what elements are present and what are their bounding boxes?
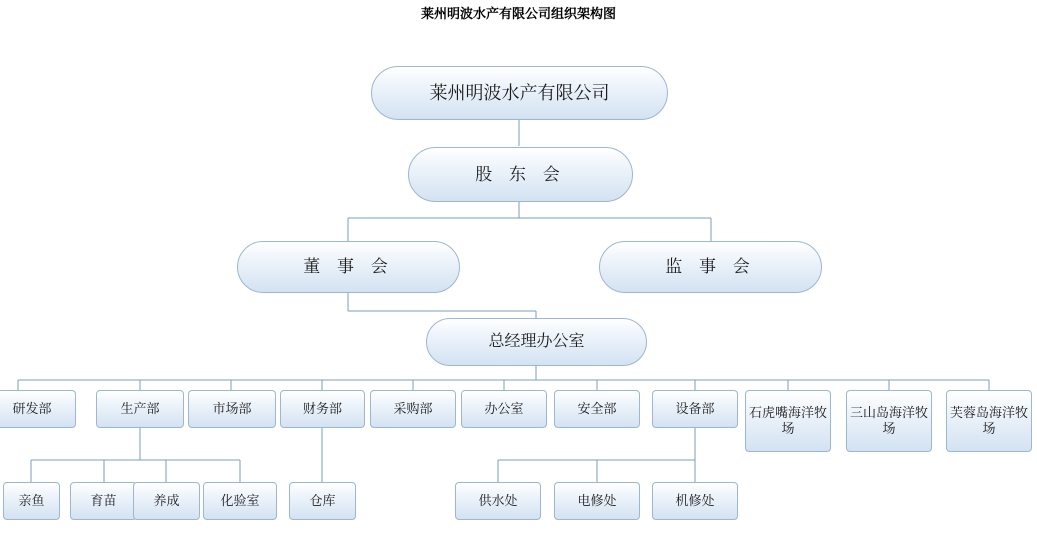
node-farm-furongdao[interactable] (946, 390, 1032, 452)
node-farm-sanshandao[interactable] (846, 390, 932, 452)
node-safety[interactable] (554, 390, 640, 428)
node-finance-label: 财务部 (302, 400, 342, 416)
node-board-label: 董 事 会 (303, 257, 394, 277)
node-shareholders-label: 股 东 会 (475, 164, 566, 184)
node-production[interactable] (96, 390, 184, 428)
node-safety-label: 安全部 (577, 400, 617, 416)
node-lab[interactable] (203, 482, 277, 520)
node-farm-furongdao-label: 芙蓉岛海洋牧场 (949, 404, 1028, 436)
node-admin[interactable] (461, 390, 547, 428)
node-shareholders[interactable] (408, 147, 633, 202)
node-farm-sanshandao-label: 三山岛海洋牧场 (849, 404, 928, 436)
node-supervisors[interactable] (599, 241, 822, 293)
node-electric-repair[interactable] (554, 482, 640, 520)
node-company-label: 莱州明波水产有限公司 (429, 82, 610, 103)
node-warehouse[interactable] (289, 482, 356, 520)
node-production-label: 生产部 (120, 400, 160, 416)
node-nursery-label: 育苗 (90, 492, 117, 508)
node-rd-label: 研发部 (12, 400, 52, 416)
node-gm-office-label: 总经理办公室 (488, 333, 585, 350)
node-finance[interactable] (280, 390, 365, 428)
node-water-supply[interactable] (455, 482, 541, 520)
node-broodstock[interactable] (3, 482, 60, 520)
node-equipment[interactable] (652, 390, 738, 428)
node-supervisors-label: 监 事 会 (665, 257, 756, 277)
node-rd[interactable] (0, 390, 76, 428)
node-growout-label: 养成 (153, 492, 180, 508)
node-gm-office[interactable] (426, 318, 647, 366)
node-electric-repair-label: 电修处 (577, 492, 617, 508)
node-admin-label: 办公室 (484, 400, 524, 416)
node-company[interactable] (371, 66, 668, 120)
page-title: 莱州明波水产有限公司组织架构图 (420, 6, 616, 21)
node-lab-label: 化验室 (220, 492, 260, 508)
node-growout[interactable] (133, 482, 200, 520)
node-water-supply-label: 供水处 (478, 492, 518, 508)
node-board[interactable] (237, 241, 460, 293)
node-broodstock-label: 亲鱼 (18, 492, 45, 508)
node-warehouse-label: 仓库 (309, 492, 336, 508)
node-farm-shihuzui-label: 石虎嘴海洋牧场 (748, 404, 827, 436)
node-purchase-label: 采购部 (393, 400, 433, 416)
node-nursery[interactable] (70, 482, 137, 520)
node-purchase[interactable] (370, 390, 456, 428)
node-machine-repair[interactable] (652, 482, 738, 520)
node-machine-repair-label: 机修处 (675, 492, 715, 508)
node-market[interactable] (188, 390, 276, 428)
node-farm-shihuzui[interactable] (745, 390, 831, 452)
node-market-label: 市场部 (212, 400, 252, 416)
node-equipment-label: 设备部 (675, 400, 715, 416)
